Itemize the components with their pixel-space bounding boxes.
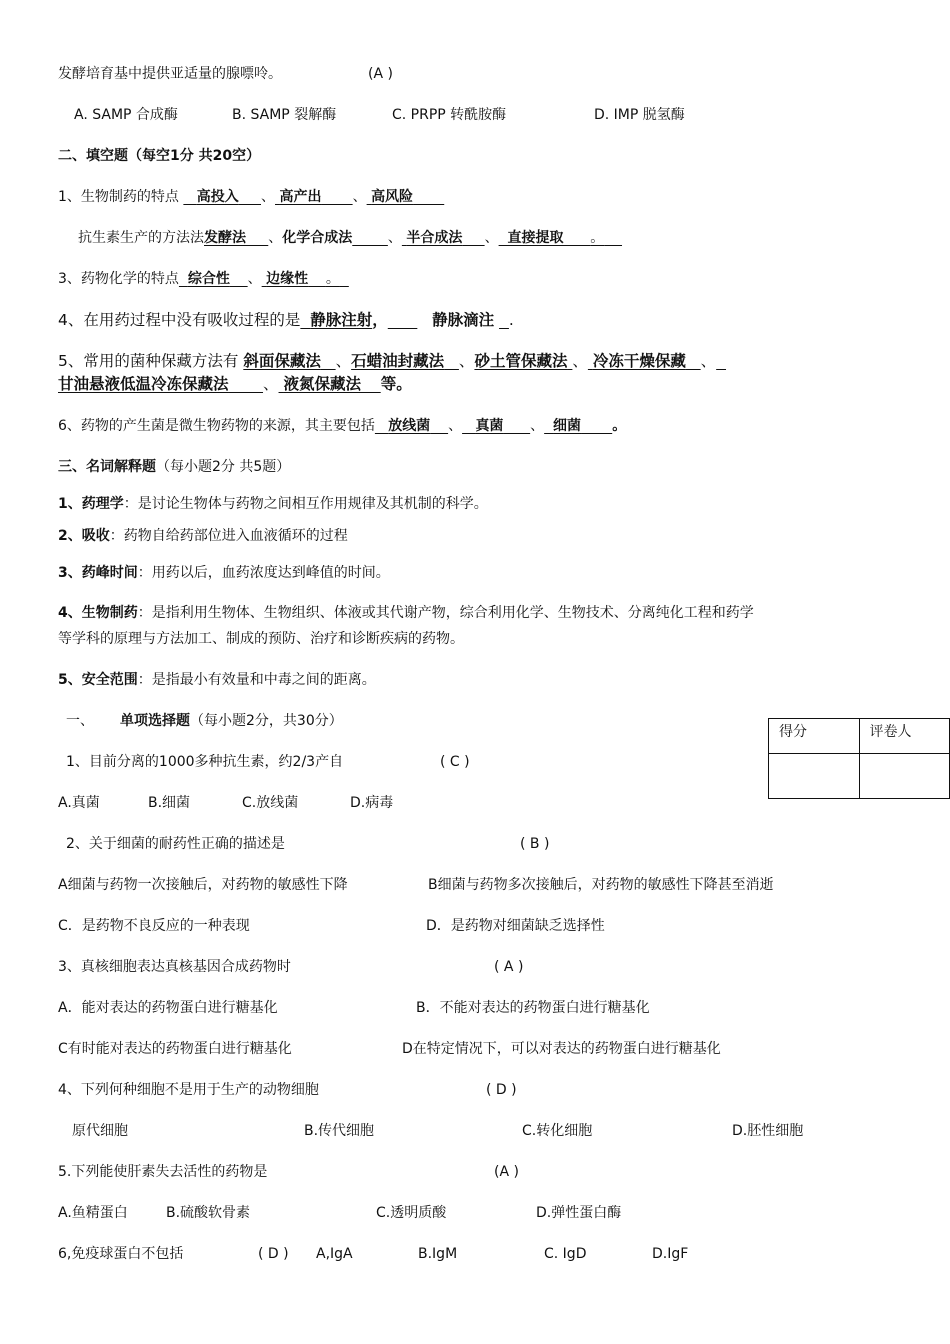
option-d: D. IMP 脱氢酶 [594,107,685,123]
question-label: 抗生素生产的方法法 [78,230,204,246]
question-continuation [58,64,393,84]
question-answer: ( D ) [258,1246,289,1262]
score-cell [769,754,860,799]
section-title: 单项选择题 [120,713,190,729]
answer-blank: 石蜡油封藏法 [351,352,445,370]
term-definition: ：用药以后，血药浓度达到峰值的时间。 [137,565,390,581]
question-answer: ( D ) [486,1082,517,1098]
option-a: A. SAMP 合成酶 [74,107,178,123]
question-label: 3、药物化学的特点 [58,271,179,287]
term-item [58,603,754,623]
punctuation: 。 [325,271,340,287]
question-answer: ( B ) [520,836,550,852]
answer-blank: 静脉滴注 [432,311,495,329]
fill-question-1: 1、生物制药的特点 高投入 、 高产出 、 高风险 [58,189,414,205]
fill-question-5-cont: 甘油悬液低温冷冻保藏法 、 液氮保藏法 等。 [58,375,412,393]
term-definition: ：是讨论生物体与药物之间相互作用规律及其机制的科学。 [123,496,488,512]
section-subtitle: （每小题2分 共5题） [156,459,291,475]
option-c: C．是药物不良反应的一种表现 [58,918,250,934]
term-definition: ：是指利用生物体、生物组织、体液或其代谢产物，综合利用化学、生物技术、分离纯化工程和药学 [137,605,754,621]
option-d: D.弹性蛋白酶 [536,1205,622,1221]
option-c: C有时能对表达的药物蛋白进行糖基化 [58,1041,292,1057]
term-name: 5、安全范围 [58,672,138,688]
punctuation: 等。 [380,375,412,393]
term-definition: 等学科的原理与方法加工、制成的预防、治疗和诊断疾病的药物。 [58,631,464,647]
choice-question-6 [58,1244,689,1264]
option-a: A．能对表达的药物蛋白进行糖基化 [58,1000,278,1016]
option-a: A,IgA [316,1246,353,1262]
option-b: B.硫酸软骨素 [166,1205,251,1221]
question-label: 4、在用药过程中没有吸收过程的是 [58,311,301,329]
answer-blank: 真菌 [475,418,504,434]
answer-blank: 边缘性 [266,271,309,287]
answer-blank: 砂土管保藏法 [474,352,568,370]
option-a: 原代细胞 [72,1123,128,1139]
option-d: D在特定情况下，可以对表达的药物蛋白进行糖基化 [402,1041,721,1057]
answer-blank: 静脉注射 [310,311,373,329]
answer-blank: 综合性 [187,271,230,287]
term-name: 1、药理学 [58,496,124,512]
section-heading-terms [58,457,290,477]
answer-blank: 高投入 [196,189,239,205]
question-text: 2、关于细菌的耐药性正确的描述是 [66,836,285,852]
fill-question-6: 6、药物的产生菌是微生物药物的来源，其主要包括 放线菌 、 真菌 、 细菌 。 [58,418,627,434]
score-table [768,718,950,799]
option-a: A.真菌 [58,795,100,811]
term-item [58,563,390,583]
option-d: D．是药物对细菌缺乏选择性 [426,918,605,934]
section-heading-choice [66,711,343,731]
answer-blank: 高产出 [279,189,322,205]
answer-blank: 甘油悬液低温冷冻保藏法 [58,375,229,393]
section-title: 三、名词解释题 [58,459,156,475]
choice-question-5 [58,1162,519,1182]
question-text: 6,免疫球蛋白不包括 [58,1246,184,1262]
question-answer: (A ) [494,1164,519,1180]
question-answer: (A ) [368,66,393,82]
option-a: A细菌与药物一次接触后，对药物的敏感性下降 [58,877,348,893]
question-text: 1、目前分离的1000多种抗生素，约2/3产自 [66,754,344,770]
answer-blank: 冷冻干燥保藏 [592,352,686,370]
punctuation: 。 [590,230,605,246]
answer-blank: 化学合成法 [282,230,353,246]
section-subtitle: （每空1分 共20空） [128,148,261,164]
section-subtitle: （每小题2分，共30分） [190,713,343,729]
question-label: 1、生物制药的特点 [58,189,179,205]
question-text: 5.下列能使肝素失去活性的药物是 [58,1164,268,1180]
punctuation: 。 [612,418,627,434]
option-d: D.病毒 [350,795,394,811]
term-item [58,494,488,514]
answer-blank: 高风险 [371,189,414,205]
choice-question-4 [58,1080,517,1100]
option-a: A.鱼精蛋白 [58,1205,128,1221]
question-text: 3、真核细胞表达真核基因合成药物时 [58,959,291,975]
term-definition: ：是指最小有效量和中毒之间的距离。 [137,672,376,688]
question-text: 发酵培育基中提供亚适量的腺嘌呤。 [58,66,282,82]
answer-blank: 半合成法 [406,230,463,246]
option-c: C.转化细胞 [522,1123,593,1139]
option-b: B细菌与药物多次接触后，对药物的敏感性下降甚至消逝 [428,877,774,893]
question-label: 6、药物的产生菌是微生物药物的来源，其主要包括 [58,418,375,434]
section-heading-fill [58,146,260,166]
section-number: 一、 [66,713,94,729]
section-title: 二、填空题 [58,148,128,164]
choice-question-3 [58,957,524,977]
term-name: 3、药峰时间 [58,565,138,581]
question-label: 5、常用的菌种保藏方法有 [58,352,239,370]
answer-blank: 液氮保藏法 [283,375,361,393]
term-item [58,526,348,546]
option-c: C. IgD [544,1246,587,1262]
option-b: B.传代细胞 [304,1123,375,1139]
score-header: 得分 [769,719,860,754]
fill-question-2: 抗生素生产的方法法发酵法 、化学合成法 、 半合成法 、 直接提取 。 [78,230,605,246]
option-c: C.透明质酸 [376,1205,447,1221]
choice-question-1 [66,752,470,772]
answer-blank: 放线菌 [388,418,431,434]
term-name: 4、生物制药 [58,605,138,621]
option-c: C.放线菌 [242,795,299,811]
fill-question-3: 3、药物化学的特点 综合性 、 边缘性 。 [58,271,340,287]
grader-cell [859,754,950,799]
question-text: 4、下列何种细胞不是用于生产的动物细胞 [58,1082,319,1098]
option-d: D.IgF [652,1246,689,1262]
option-b: B.IgM [418,1246,458,1262]
option-b: B. SAMP 裂解酶 [232,107,337,123]
option-b: B.细菌 [148,795,191,811]
option-b: B．不能对表达的药物蛋白进行糖基化 [416,1000,650,1016]
answer-blank: 发酵法 [204,230,246,246]
fill-question-5: 5、常用的菌种保藏方法有 斜面保藏法 、石蜡油封藏法 、砂土管保藏法 、 冷冻干燥保藏 、 [58,352,717,370]
answer-blank: 斜面保藏法 [243,352,321,370]
term-item [58,670,376,690]
answer-blank: 直接提取 [507,230,564,246]
option-c: C. PRPP 转酰胺酶 [392,107,507,123]
option-d: D.胚性细胞 [732,1123,804,1139]
term-item-cont [58,629,464,649]
grader-header: 评卷人 [859,719,950,754]
fill-question-4: 4、在用药过程中没有吸收过程的是 静脉注射， 静脉滴注 . [58,311,514,329]
answer-blank: 细菌 [553,418,582,434]
term-definition: ：药物自给药部位进入血液循环的过程 [109,528,348,544]
choice-question-2 [66,834,550,854]
question-answer: ( A ) [494,959,524,975]
question-answer: ( C ) [440,754,470,770]
term-name: 2、吸收 [58,528,110,544]
